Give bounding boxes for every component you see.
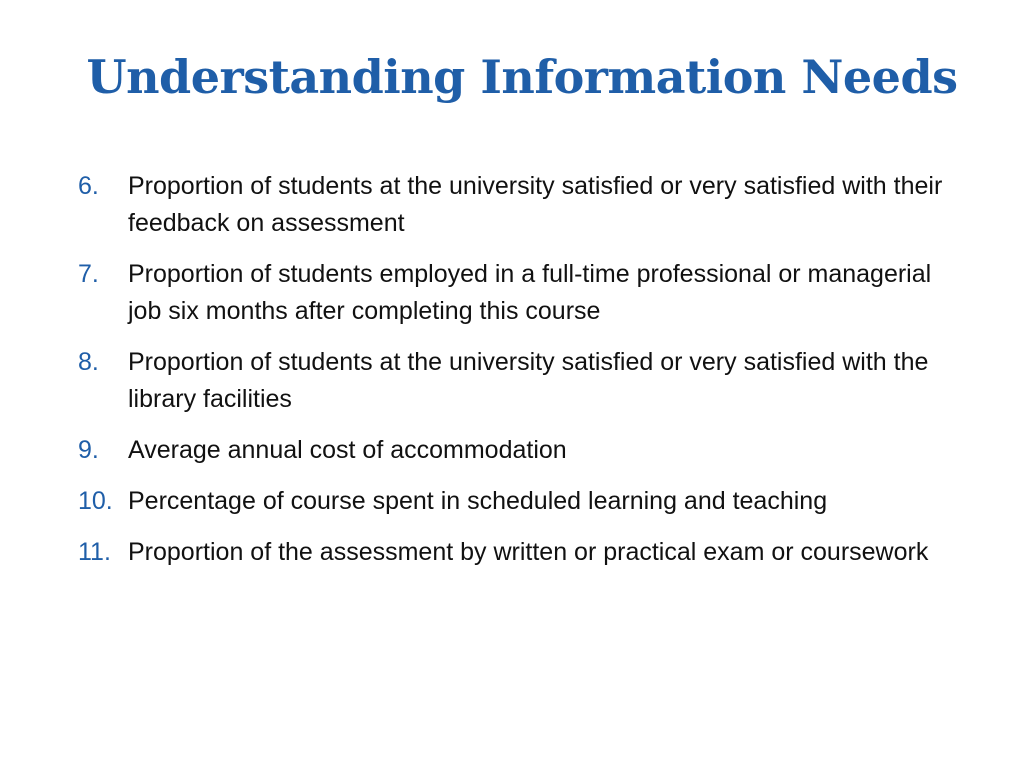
- list-item-text: Average annual cost of accommodation: [128, 436, 567, 464]
- list-item-text: Proportion of students at the university satisfied or very satisfied with the library facilities: [128, 348, 929, 413]
- list-item-number: 9.: [78, 436, 99, 464]
- list-item-number: 6.: [78, 172, 99, 200]
- list-item-number: 10.: [78, 487, 113, 515]
- slide-title: Understanding Information Needs: [86, 50, 958, 104]
- list-item: [0, 432, 1024, 469]
- list-item: [0, 256, 1024, 330]
- list-item-text: Proportion of students employed in a full-time professional or managerial job six months after completing this course: [128, 260, 932, 325]
- list-item: [0, 344, 1024, 418]
- list-item: [0, 168, 1024, 242]
- list-item-number: 11.: [78, 538, 111, 566]
- list-item-number: 8.: [78, 348, 99, 376]
- list-item: [0, 534, 1024, 571]
- list-item-text: Proportion of the assessment by written or practical exam or coursework: [128, 538, 929, 566]
- list-item: [0, 483, 1024, 520]
- list-item-text: Proportion of students at the university satisfied or very satisfied with their feedback on assessment: [128, 172, 943, 237]
- numbered-list: [0, 168, 1024, 585]
- list-item-text: Percentage of course spent in scheduled learning and teaching: [128, 487, 828, 515]
- list-item-number: 7.: [78, 260, 99, 288]
